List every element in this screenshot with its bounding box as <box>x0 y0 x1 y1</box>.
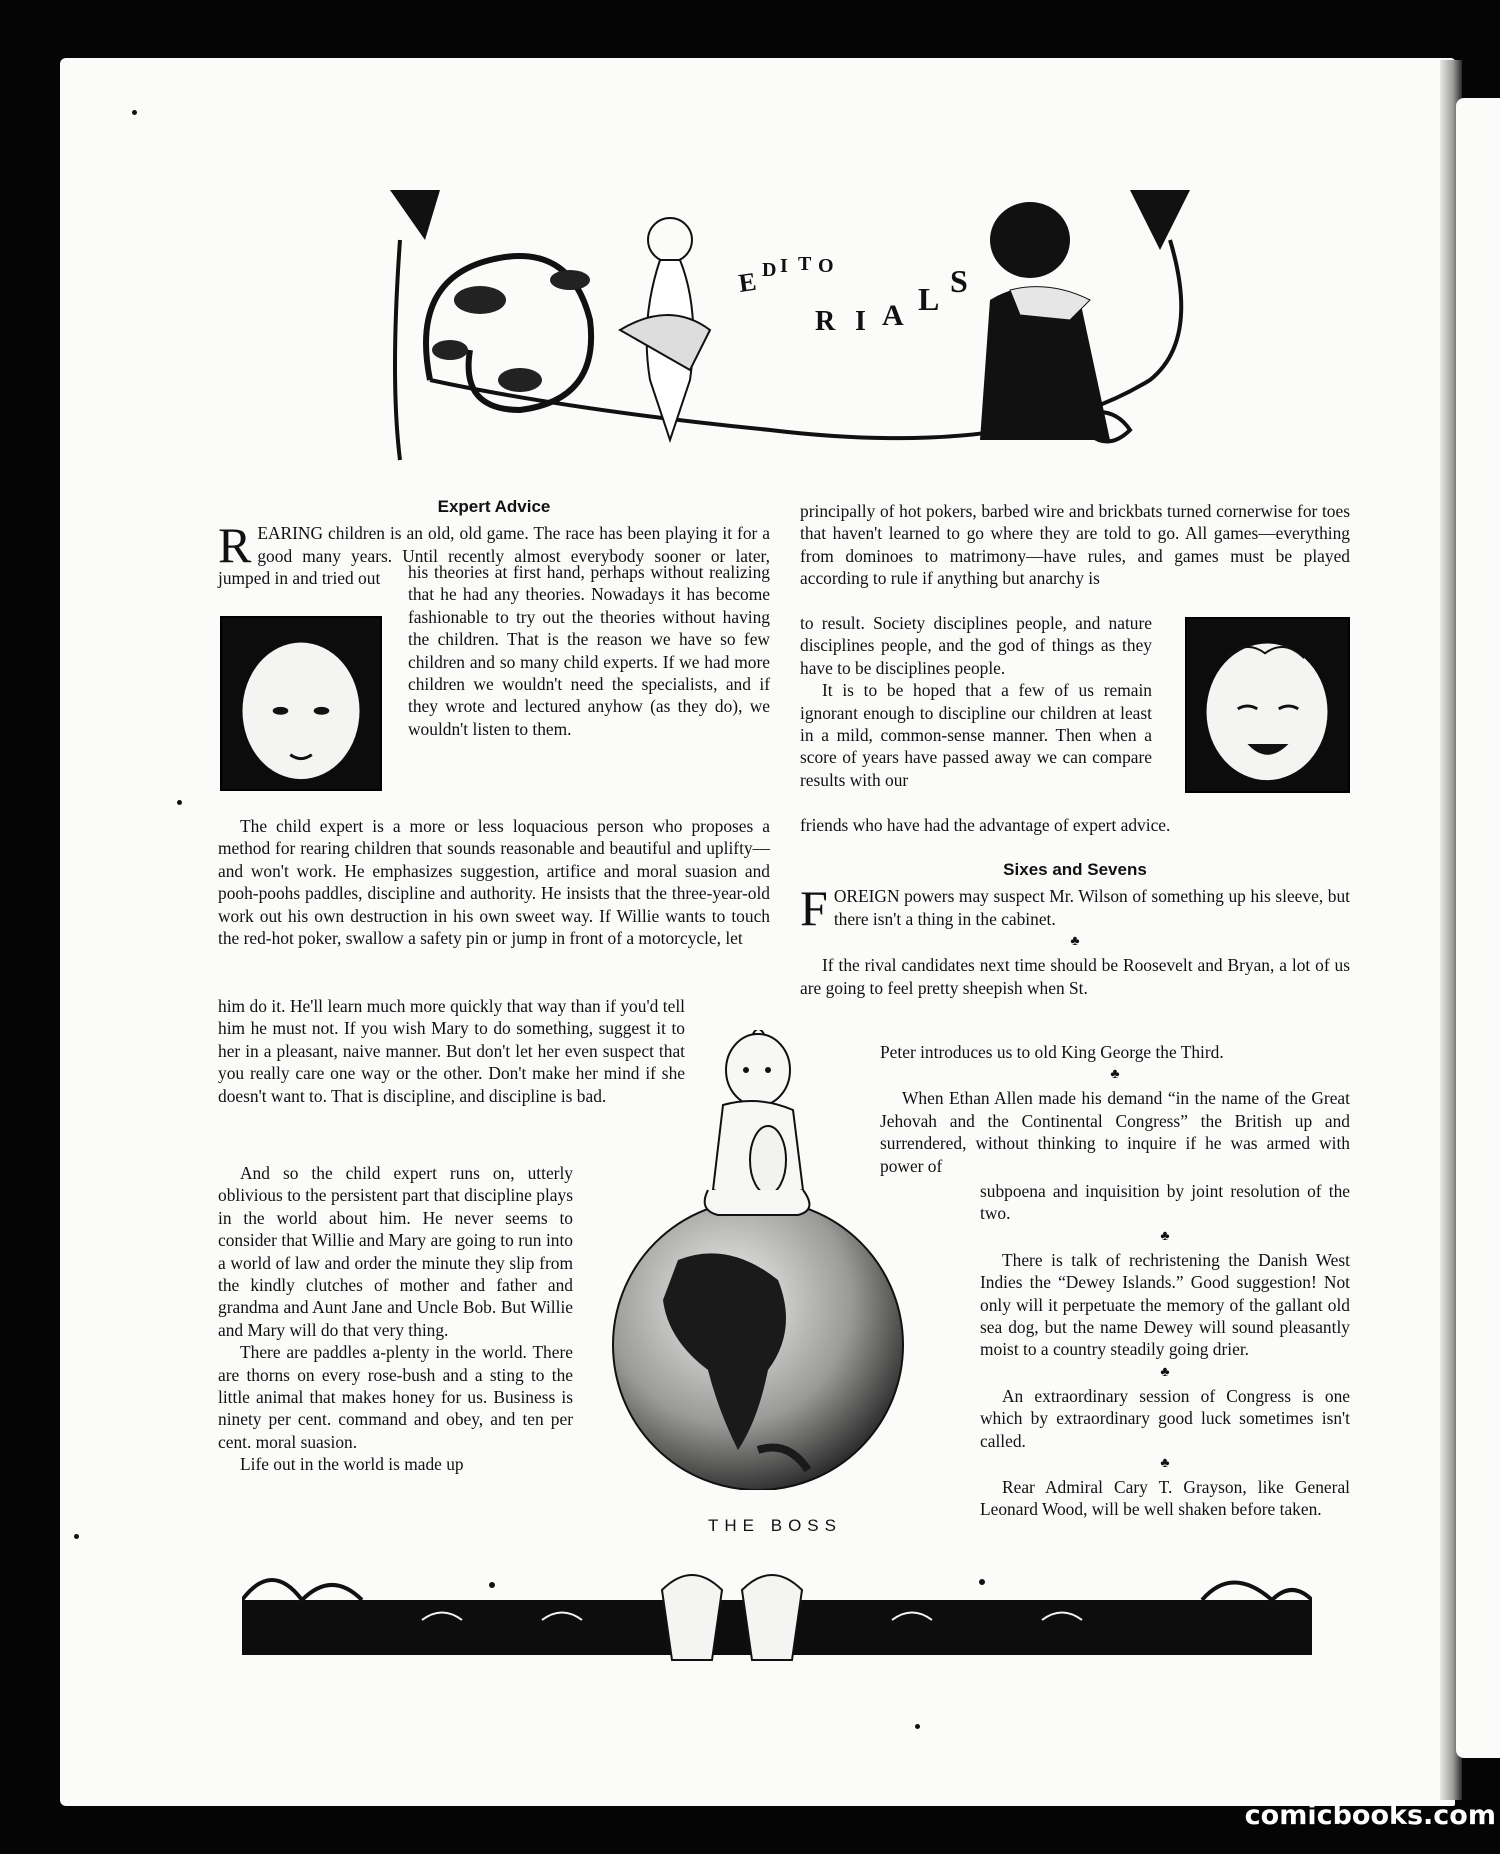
decorative-footer-strip <box>242 1560 1312 1675</box>
title-letter: E <box>736 266 759 298</box>
article-paragraph: Rear Admiral Cary T. Grayson, like General Leonard Wood, will be well shaken before taken. <box>980 1477 1350 1520</box>
section-heading: Sixes and Sevens <box>1003 860 1147 879</box>
watermark: comicbooks.com <box>1244 1800 1496 1831</box>
article-paragraph: Life out in the world is made up <box>240 1454 464 1475</box>
article-paragraph: Peter introduces us to old King George the Third. <box>880 1042 1224 1062</box>
title-letter: I <box>780 255 788 277</box>
illustration-caption: THE BOSS <box>708 1516 842 1535</box>
article-paragraph: There are paddles a-plenty in the world. There are thorns on every rose-bush and a sting to the little animal that makes honey for us. Business is ninety per cent. command and obey, and ten per cent. moral suasion. <box>218 1342 573 1452</box>
section-heading: Expert Advice <box>437 497 551 516</box>
baby-portrait-right <box>1185 617 1350 793</box>
article-paragraph: It is to be hoped that a few of us remain ignorant enough to discipline our children at least in a mild, common-sense manner. Then when a score of years have passed away we can compare results with our <box>800 680 1152 790</box>
scan-speck <box>177 800 182 805</box>
article-paragraph: An extraordinary session of Congress is one which by extraordinary good luck sometimes isn't called. <box>980 1385 1350 1451</box>
title-letter: A <box>882 299 904 332</box>
editorials-header-illustration <box>370 180 1210 470</box>
article-paragraph: subpoena and inquisition by joint resolution of the two. <box>980 1181 1350 1224</box>
article-paragraph: FOREIGN powers may suspect Mr. Wilson of something up his sleeve, but there isn't a thing in the cabinet. <box>800 880 1350 937</box>
title-letter: L <box>918 281 940 317</box>
article-paragraph: principally of hot pokers, barbed wire and brickbats turned cornerwise for toes that haven't learned to go where they are told to go. All games—everything from dominoes to matrimony—have rules, and games must be played according to rule if anything but anarchy is <box>800 501 1350 589</box>
sixes-and-sevens-body <box>980 1180 1350 1521</box>
title-letter: R <box>815 306 836 337</box>
article-paragraph: his theories at first hand, perhaps without realizing that he had any theories. Nowadays it has become fashionable to try out the theories without having the children. That is the reason we have so few children and so many child experts. If we had more children we wouldn't need the specialists, and if they wrote and lectured anyhow (as they do), we wouldn't listen to them. <box>408 562 770 739</box>
sixes-and-sevens-narrow <box>880 1041 1350 1177</box>
title-letter: O <box>818 255 834 277</box>
sixes-and-sevens-column <box>800 859 1350 999</box>
drop-cap: R <box>218 517 252 574</box>
title-letter: I <box>855 306 866 337</box>
article-paragraph: to result. Society disciplines people, and nature disciplines people, and the god of things as they have to be disciplines people. <box>800 613 1152 678</box>
drop-cap: F <box>800 880 828 937</box>
club-separator: ♣ <box>1160 1456 1170 1472</box>
scan-speck <box>915 1724 920 1729</box>
club-separator: ♣ <box>1160 1364 1170 1380</box>
title-letter: T <box>798 253 812 275</box>
article-paragraph: REARING children is an old, old game. The race has been playing it for a good many years. Until recently almost everybody sooner or later, jumped in and tried out <box>218 517 770 589</box>
club-separator: ♣ <box>1160 1228 1170 1244</box>
baby-portrait-left <box>220 616 382 791</box>
club-separator: ♣ <box>1070 934 1080 950</box>
expert-advice-wrap <box>408 561 770 740</box>
title-letter: D <box>762 259 777 281</box>
expert-advice-continued-wrap <box>800 612 1152 791</box>
article-paragraph: There is talk of rechristening the Danish West Indies the “Dewey Islands.” Good suggestion! Not only will it perpetuate the memory of the gallant old sea dog, but the name Dewey will sound pleasantly moist to a country steadily going drier. <box>980 1249 1350 1360</box>
article-paragraph: The child expert is a more or less loquacious person who proposes a method for rearing children that sounds reasonable and beautiful and uplifty—and won't work. He emphasizes suggestion, artifice and moral suasion and pooh-poohs paddles, discipline and authority. He insists that the three-year-old work out his own destruction in his own sweet way. If Willie wants to touch the red-hot poker, swallow a safety pin or jump in front of a motorcycle, let <box>218 816 770 949</box>
club-separator: ♣ <box>1110 1067 1120 1083</box>
expert-advice-continued <box>800 500 1350 590</box>
baby-on-globe-illustration <box>608 1030 908 1490</box>
adjacent-page-edge <box>1456 98 1500 1758</box>
title-letter: S <box>950 263 968 299</box>
article-paragraph: friends who have had the advantage of expert advice. <box>800 815 1171 835</box>
article-paragraph: And so the child expert runs on, utterly oblivious to the persistent part that discipline plays in the world about him. He never seems to consider that Willie and Mary are going to run into a world of law and order the minute they slip from the kindly clutches of mother and father and grandma and Aunt Jane and Uncle Bob. But Willie and Mary will do that very thing. <box>218 1163 573 1340</box>
article-paragraph: him do it. He'll learn much more quickly that way than if you'd tell him he must not. If you wish Mary to do something, suggest it to her in a pleasant, naive manner. But don't let her even suspect that you really care one way or the other. Don't make her mind if she doesn't want to. That is discipline, and discipline is bad. <box>218 996 685 1106</box>
expert-advice-body-around-art <box>218 1162 573 1476</box>
scan-speck <box>132 110 137 115</box>
scan-speck <box>74 1534 79 1539</box>
expert-advice-body <box>218 815 770 949</box>
article-paragraph: When Ethan Allen made his demand “in the name of the Great Jehovah and the Continental Congress” the British up and surrendered, without thinking to inquire if he was armed with power of <box>880 1088 1350 1176</box>
expert-advice-ending <box>800 814 1350 836</box>
article-paragraph: If the rival candidates next time should be Roosevelt and Bryan, a lot of us are going to feel pretty sheepish when St. <box>800 955 1350 998</box>
